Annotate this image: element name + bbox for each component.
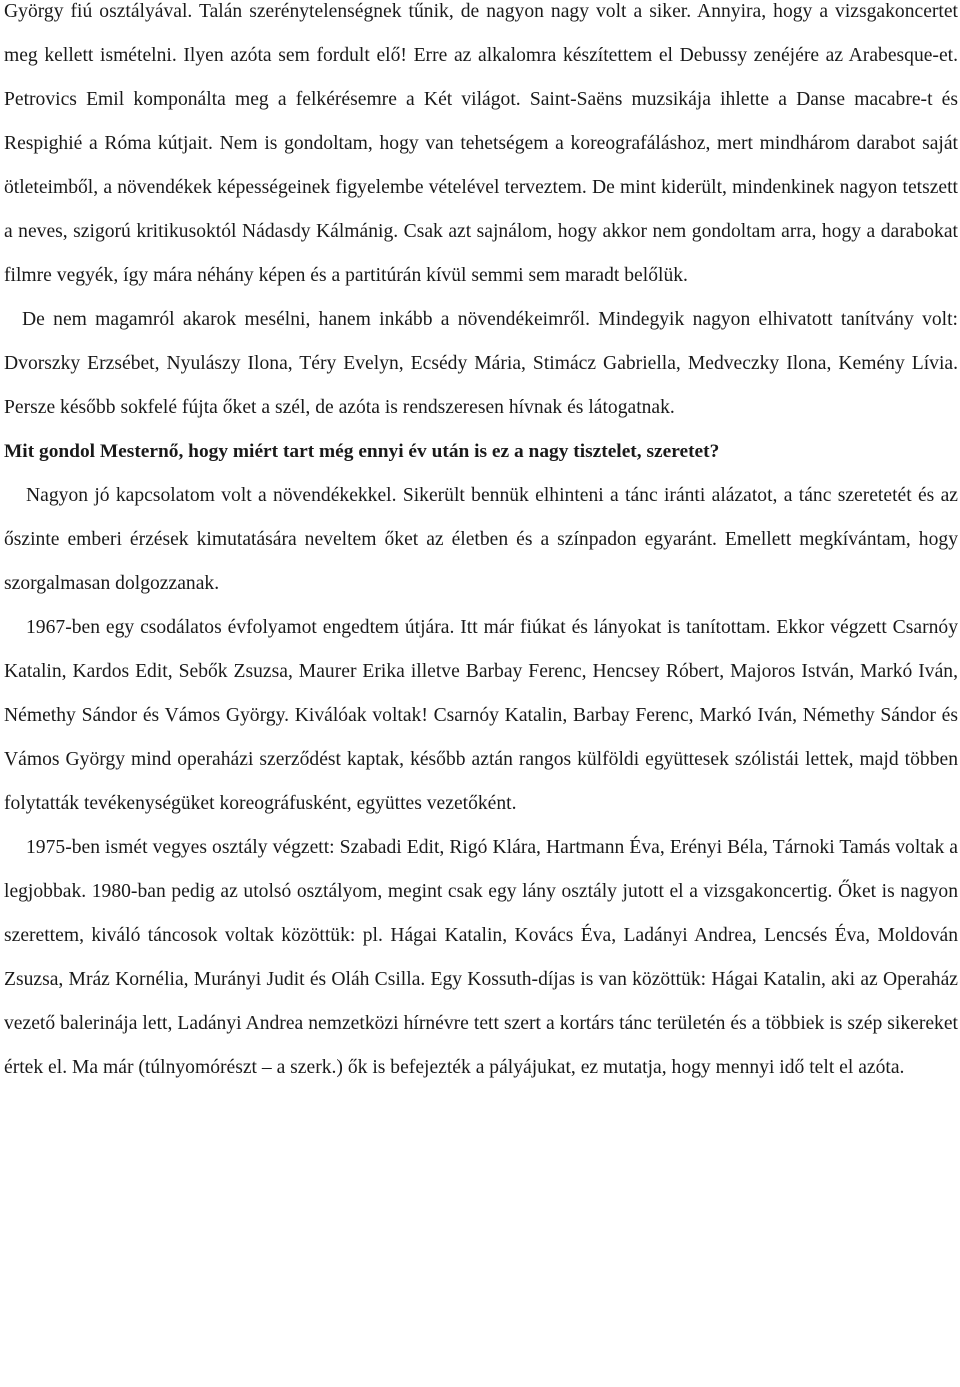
- paragraph-relationship: Nagyon jó kapcsolatom volt a növendékekkel. Sikerült bennük elhinteni a tánc iránti alázatot, a tánc szeretetét és az őszinte emberi érzések kimutatására neveltem őket az életben és a színpadon egyaránt. Emellett megkívántam, hogy szorgalmasan dolgozzanak.: [4, 485, 958, 594]
- interview-question: Mit gondol Mesternő, hogy miért tart még ennyi év után is ez a nagy tisztelet, szeretet?: [4, 441, 720, 462]
- document-page: [4, 0, 958, 1090]
- paragraph-students: De nem magamról akarok mesélni, hanem inkább a növendékeimről. Mindegyik nagyon elhivatott tanítvány volt: Dvorszky Erzsébet, Nyulászy Ilona, Téry Evelyn, Ecsédy Mária, Stimácz Gabriella, Medveczky Ilona, Kemény Lívia. Persze később sokfelé fújta őket a szél, de azóta is rendszeresen hívnak és látogatnak.: [4, 309, 958, 418]
- paragraph-arabesque: György fiú osztályával. Talán szerénytelenségnek tűnik, de nagyon nagy volt a siker. Annyira, hogy a vizsgakoncertet meg kellett ismételni. Ilyen azóta sem fordult elő! Erre az alkalomra készítettem el Debussy zenéjére az Arabesque-et. Petrovics Emil komponálta meg a felkérésemre a Két világot. Saint-Saëns muzsikája ihlette a Danse macabre-t és Respighié a Róma kútjait. Nem is gondoltam, hogy van tehetségem a koreografáláshoz, mert mindhárom darabot saját ötleteimből, a növendékek képességeinek figyelembe vételével terveztem. De mint kiderült, mindenkinek nagyon tetszett a neves, szigorú kritikusoktól Nádasdy Kálmánig. Csak azt sajnálom, hogy akkor nem gondoltam arra, hogy a darabokat filmre vegyék, így mára néhány képen és a partitúrán kívül semmi sem maradt belőlük.: [4, 1, 958, 286]
- paragraph-1967-class: 1967-ben egy csodálatos évfolyamot engedtem útjára. Itt már fiúkat és lányokat is tanítottam. Ekkor végzett Csarnóy Katalin, Kardos Edit, Sebők Zsuzsa, Maurer Erika illetve Barbay Ferenc, Hencsey Róbert, Majoros István, Markó Iván, Némethy Sándor és Vámos György. Kiválóak voltak! Csarnóy Katalin, Barbay Ferenc, Markó Iván, Némethy Sándor és Vámos György mind operaházi szerződést kaptak, később aztán rangos külföldi együttesek szólistái lettek, majd többen folytatták tevékenységüket koreográfusként, együttes vezetőként.: [4, 617, 958, 814]
- paragraph-1975-class: 1975-ben ismét vegyes osztály végzett: Szabadi Edit, Rigó Klára, Hartmann Éva, Erényi Béla, Tárnoki Tamás voltak a legjobbak. 1980-ban pedig az utolsó osztályom, megint csak egy lány osztály jutott el a vizsgakoncertig. Őket is nagyon szerettem, kiváló táncosok voltak közöttük: pl. Hágai Katalin, Kovács Éva, Ladányi Andrea, Lencsés Éva, Moldován Zsuzsa, Mráz Kornélia, Murányi Judit és Oláh Csilla. Egy Kossuth-díjas is van közöttük: Hágai Katalin, aki az Operaház vezető balerinája lett, Ladányi Andrea nemzetközi hírnévre tett szert a kortárs tánc területén és a többiek is szép sikereket értek el. Ma már (túlnyomórészt – a szerk.) ők is befejezték a pályájukat, ez mutatja, hogy mennyi idő telt el azóta.: [4, 837, 958, 1078]
